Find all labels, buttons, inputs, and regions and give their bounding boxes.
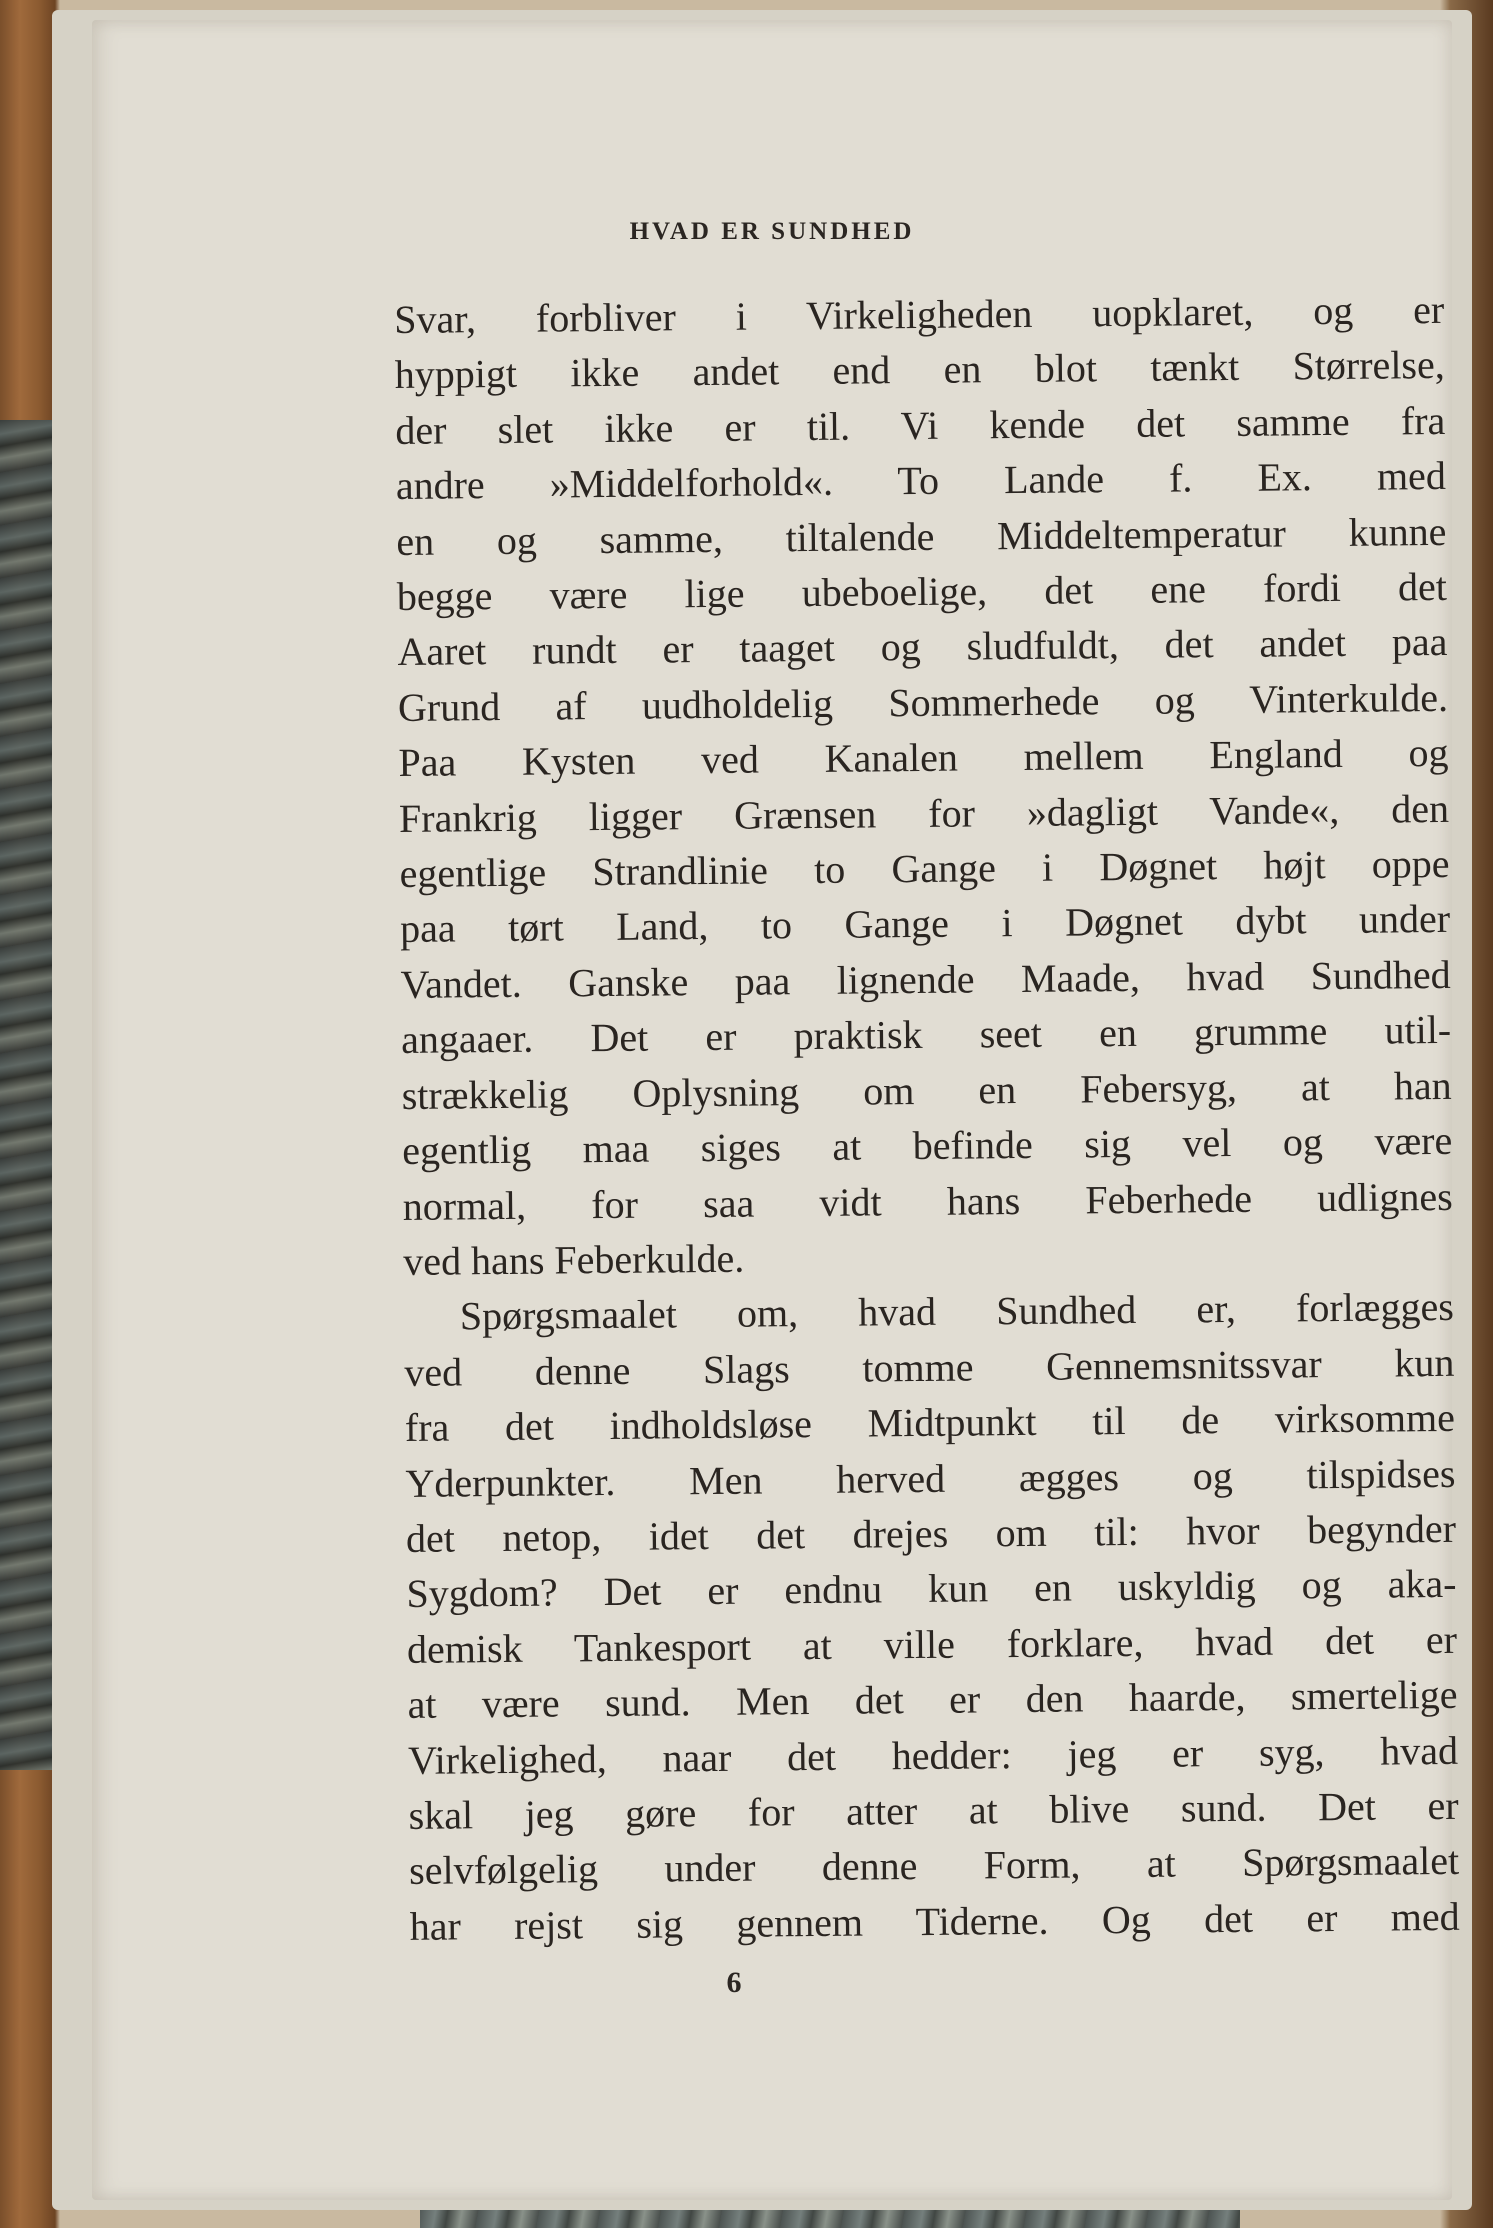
text-line: Aaret rundt er taaget og sludfuldt, det andet paa	[397, 619, 1448, 675]
text-line: begge være lige ubeboelige, det ene fordi det	[396, 563, 1448, 620]
text-line: Grund af uudholdelig Sommerhede og Vinterkulde.	[397, 674, 1449, 730]
text-line: at være sund. Men det er den haarde, smertelige	[407, 1672, 1458, 1728]
text-line: angaaer. Det er praktisk seet en grumme util-	[400, 1007, 1452, 1063]
text-line: Sygdom? Det er endnu kun en uskyldig og aka-	[406, 1561, 1457, 1617]
text-line: paa tørt Land, to Gange i Døgnet dybt under	[399, 896, 1451, 952]
text-line: egentlige Strandlinie to Gange i Døgnet højt oppe	[399, 840, 1450, 897]
book-page	[92, 20, 1460, 2200]
text-line: egentlig maa siges at befinde sig vel og være	[402, 1117, 1453, 1174]
text-line: andre »Middelforhold«. To Lande f. Ex. med	[395, 453, 1447, 509]
text-line: strækkelig Oplysning om en Febersyg, at han	[401, 1062, 1452, 1118]
text-line: selvfølgelig under denne Form, at Spørgsmaalet	[408, 1838, 1460, 1894]
text-line: Svar, forbliver i Virkeligheden uopklaret, og er	[394, 286, 1445, 342]
text-line: har rejst sig gennem Tiderne. Og det er med	[409, 1893, 1460, 1949]
text-line: demisk Tankesport at ville forklare, hvad det er	[406, 1616, 1458, 1672]
text-line: det netop, idet det drejes om til: hvor begynder	[405, 1505, 1457, 1561]
text-line: Yderpunkter. Men herved ægges og tilspidses	[405, 1450, 1456, 1506]
text-line: en og samme, tiltalende Middeltemperatur kunne	[396, 508, 1447, 564]
text-line: ved denne Slags tomme Gennemsnitssvar kun	[404, 1339, 1455, 1395]
running-header: HVAD ER SUNDHED	[629, 218, 915, 245]
marbled-cover-edge-left	[0, 420, 52, 1770]
paragraph-last-line: ved hans Feberkulde.	[403, 1235, 745, 1284]
text-line: fra det indholdsløse Midtpunkt til de virksomme	[404, 1394, 1456, 1451]
page-number: 6	[726, 1966, 742, 1999]
text-line: Virkelighed, naar det hedder: jeg er syg, hvad	[407, 1727, 1459, 1783]
text-line: Vandet. Ganske paa lignende Maade, hvad Sundhed	[400, 951, 1451, 1007]
text-line: skal jeg gøre for atter at blive sund. Det er	[408, 1782, 1459, 1838]
body-text	[394, 282, 1493, 1955]
text-line: Frankrig ligger Grænsen for »dagligt Vande«, den	[398, 785, 1450, 841]
text-line: hyppigt ikke andet end en blot tænkt Størrelse,	[394, 342, 1445, 398]
text-line: der slet ikke er til. Vi kende det samme fra	[395, 397, 1446, 453]
text-line: Paa Kysten ved Kanalen mellem England og	[398, 730, 1449, 786]
text-line: normal, for saa vidt hans Feberhede udlignes	[402, 1173, 1453, 1229]
paragraph-first-line: Spørgsmaalet om, hvad Sundhed er, forlægges	[459, 1284, 1455, 1339]
